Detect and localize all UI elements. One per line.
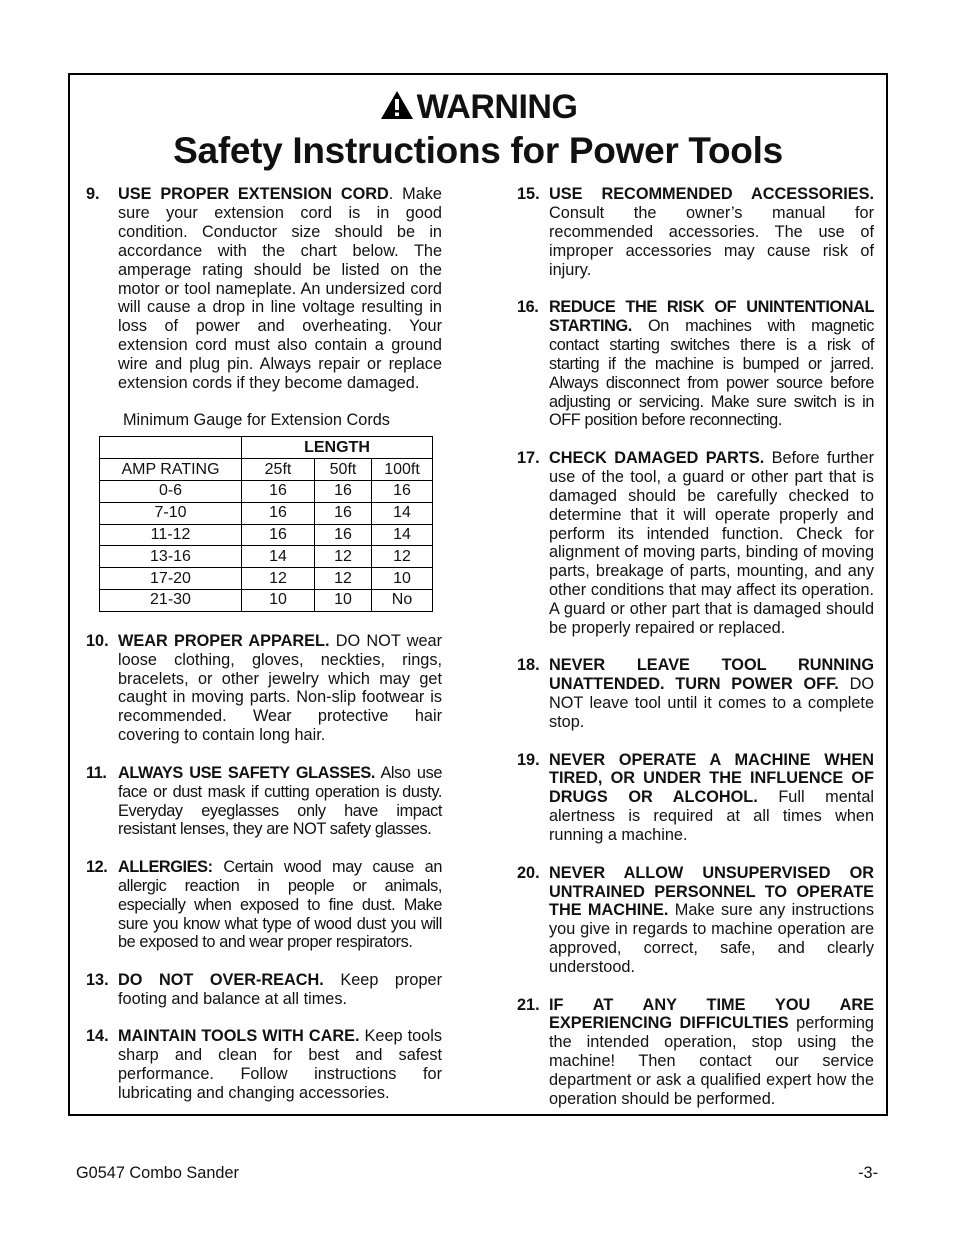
warning-heading xyxy=(70,89,886,128)
item-heading: MAINTAIN TOOLS WITH CARE. xyxy=(118,1027,360,1046)
table-cell: 16 xyxy=(242,480,315,502)
table-cell: 12 xyxy=(315,546,372,568)
left-column xyxy=(86,185,442,1121)
table-cell: 14 xyxy=(242,546,315,568)
instruction-14 xyxy=(86,1027,442,1103)
item-number: 14. xyxy=(86,1027,109,1046)
footer-model: G0547 Combo Sander xyxy=(76,1164,239,1182)
table-cell: 16 xyxy=(372,480,433,502)
table-group-header-row xyxy=(100,437,433,459)
item-number: 16. xyxy=(517,298,539,317)
instruction-15 xyxy=(517,185,874,280)
item-number: 21. xyxy=(517,995,540,1014)
item-body: Keep tools sharp and clean for best and safest performance. Follow instructions for lubricating and changing accessories. xyxy=(118,1027,442,1102)
item-heading: NEVER ALLOW UNSUPERVISED OR UNTRAINED PERSONNEL TO OPERATE THE MACHINE. xyxy=(549,863,874,920)
item-heading: USE PROPER EXTENSION CORD xyxy=(118,185,389,203)
column-header: 100ft xyxy=(372,459,433,481)
item-body: . Make sure your extension cord is in good condition. Conductor size should be in accordance with the chart below. The amperage rating should be listed on the motor or tool nameplate. An undersized cord will cause a drop in line voltage resulting in loss of power and overheating. Your extension cord must also contain a ground wire and plug pin. Always repair or replace extension cords if they become damaged. xyxy=(118,185,442,393)
table-cell: 10 xyxy=(242,589,315,611)
table-cell: 12 xyxy=(242,568,315,590)
item-heading: USE RECOMMENDED ACCESSORIES. xyxy=(549,185,874,203)
instruction-19 xyxy=(517,751,874,846)
table-row xyxy=(100,589,433,611)
table-cell: 10 xyxy=(315,589,372,611)
table-cell: 16 xyxy=(242,502,315,524)
item-number: 19. xyxy=(517,750,540,769)
item-number: 13. xyxy=(86,970,109,989)
item-heading: ALWAYS USE SAFETY GLASSES. xyxy=(118,763,375,782)
extension-cord-gauge-table xyxy=(99,436,433,611)
warning-frame xyxy=(68,73,888,1116)
table-cell xyxy=(100,437,242,459)
table-caption: Minimum Gauge for Extension Cords xyxy=(123,411,390,430)
item-body: Keep proper footing and balance at all times. xyxy=(118,970,442,1008)
item-number: 10. xyxy=(86,631,109,650)
table-row xyxy=(100,502,433,524)
item-heading: NEVER LEAVE TOOL RUNNING UNATTENDED. TURN POWER OFF. xyxy=(549,656,874,694)
item-body: Make sure any instructions you give in regards to machine operation are approved, correct, safe, and clearly understood. xyxy=(549,901,874,977)
item-heading: ALLERGIES: xyxy=(118,857,213,876)
table-row xyxy=(100,568,433,590)
instruction-10 xyxy=(86,632,442,745)
table-cell: 21-30 xyxy=(100,589,242,611)
item-heading: DO NOT OVER-REACH. xyxy=(118,970,324,989)
instruction-21 xyxy=(517,996,874,1109)
table-cell: 14 xyxy=(372,524,433,546)
item-number: 11. xyxy=(86,763,107,782)
instruction-16 xyxy=(517,298,874,430)
item-number: 12. xyxy=(86,857,108,876)
item-heading: IF AT ANY TIME YOU ARE EXPERIENCING DIFFICULTIES xyxy=(549,995,874,1033)
table-cell: 10 xyxy=(372,568,433,590)
table-header-row xyxy=(100,459,433,481)
column-header: 25ft xyxy=(242,459,315,481)
table-row xyxy=(100,546,433,568)
instruction-11 xyxy=(86,764,442,840)
warning-label: WARNING xyxy=(416,88,578,126)
item-number: 18. xyxy=(517,656,540,675)
warning-triangle-icon xyxy=(379,89,415,128)
instruction-12 xyxy=(86,858,442,953)
table-group-header: LENGTH xyxy=(242,437,433,459)
instruction-18 xyxy=(517,656,874,732)
instruction-17 xyxy=(517,449,874,638)
item-number: 17. xyxy=(517,448,540,467)
table-cell: 12 xyxy=(315,568,372,590)
instruction-13 xyxy=(86,971,442,1009)
item-number: 15. xyxy=(517,185,540,203)
table-cell: 16 xyxy=(315,502,372,524)
right-column xyxy=(517,185,874,1127)
table-cell: No xyxy=(372,589,433,611)
column-header: AMP RATING xyxy=(100,459,242,481)
table-cell: 16 xyxy=(242,524,315,546)
table-cell: 7-10 xyxy=(100,502,242,524)
table-cell: 16 xyxy=(315,480,372,502)
item-body: Consult the owner’s manual for recommended accessories. The use of improper accessories may cause risk of injury. xyxy=(549,203,874,279)
table-cell: 13-16 xyxy=(100,546,242,568)
footer-page-number: -3- xyxy=(858,1164,878,1182)
table-cell: 12 xyxy=(372,546,433,568)
page-title: Safety Instructions for Power Tools xyxy=(173,130,783,171)
table-cell: 17-20 xyxy=(100,568,242,590)
instruction-20 xyxy=(517,864,874,977)
item-number: 9. xyxy=(86,185,100,203)
item-body: Before further use of the tool, a guard or other part that is damaged should be carefully checked to determine that it will operate properly and perform its intended function. Check for alignment of moving parts, binding of moving parts, breakage of parts, mounting, and any other conditions that may affect its operation. A guard or other part that is damaged should be properly repaired or replaced. xyxy=(549,448,874,638)
instruction-9 xyxy=(86,185,442,393)
item-body: performing the intended operation, stop using the machine! Then contact our service department or ask a qualified expert how the operation should be performed. xyxy=(549,1014,874,1109)
table-row xyxy=(100,524,433,546)
item-number: 20. xyxy=(517,863,540,882)
item-heading: WEAR PROPER APPAREL. xyxy=(118,631,330,650)
item-body: Certain wood may cause an allergic reaction in people or animals, especially when exposed to fine dust. Make sure you know what type of wood dust you will be exposed to and wear proper respirators. xyxy=(118,857,442,952)
table-cell: 14 xyxy=(372,502,433,524)
table-cell: 0-6 xyxy=(100,480,242,502)
item-heading: NEVER OPERATE A MACHINE WHEN TIRED, OR UNDER THE INFLUENCE OF DRUGS OR ALCOHOL. xyxy=(549,750,874,807)
table-cell: 11-12 xyxy=(100,524,242,546)
table-cell: 16 xyxy=(315,524,372,546)
item-body: DO NOT wear loose clothing, gloves, neckties, rings, bracelets, or other jewelry which may get caught in moving parts. Non-slip footwear is recommended. Wear protective hair covering to contain long hair. xyxy=(118,631,443,745)
item-body: On machines with magnetic contact starting switches there is a risk of starting if the machine is bumped or jarred. Always disconnect from power source before adjusting or servicing. Make sure switch is in OFF position before reconnecting. xyxy=(549,316,874,430)
column-header: 50ft xyxy=(315,459,372,481)
item-heading: REDUCE THE RISK OF UNINTENTIONAL STARTING. xyxy=(549,298,874,335)
item-body: DO NOT leave tool until it comes to a complete stop. xyxy=(549,675,874,732)
item-body: Also use face or dust mask if cutting operation is dusty. Everyday eyeglasses only have impact resistant lenses, they are NOT safety glasses. xyxy=(118,763,442,839)
table-row xyxy=(100,480,433,502)
item-heading: CHECK DAMAGED PARTS. xyxy=(549,448,765,467)
item-body: Full mental alertness is required at all times when running a machine. xyxy=(549,788,874,845)
